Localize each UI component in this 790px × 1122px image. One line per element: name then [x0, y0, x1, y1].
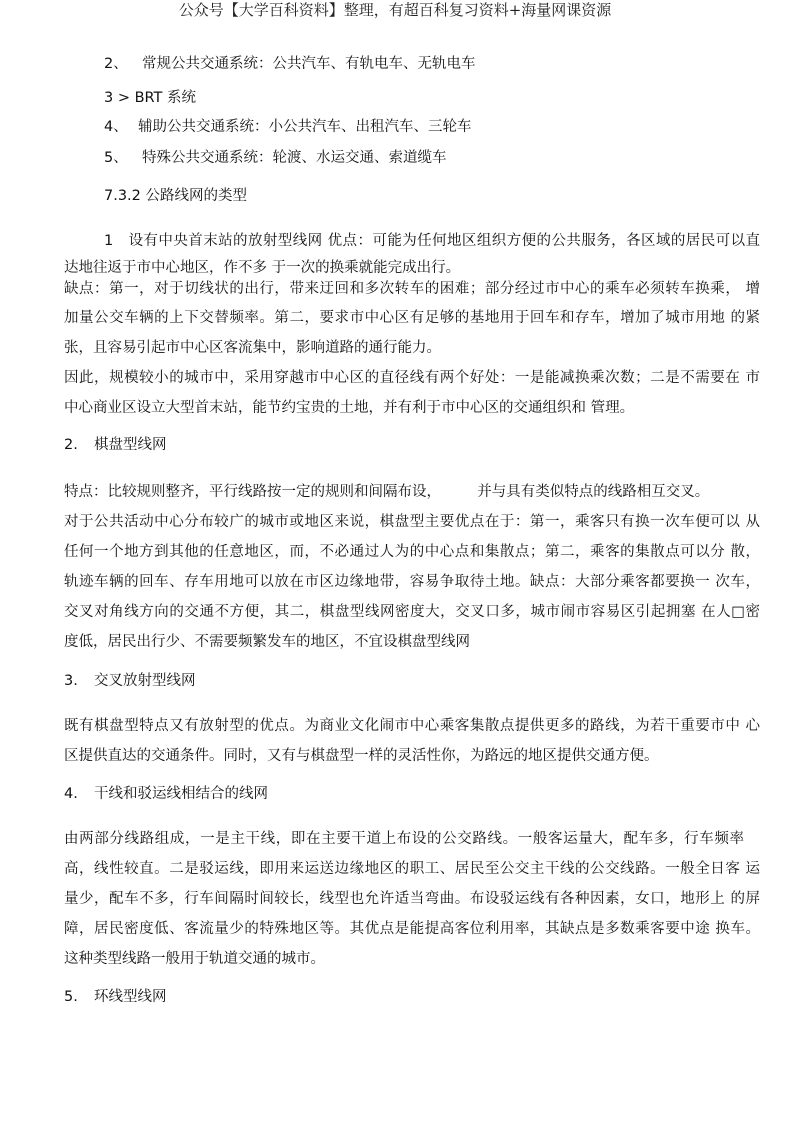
paragraph-line: 障，居民密度低、客流量少的特殊地区等。其优点是能提高客位利用率，其缺点是多数乘客要中途 换车。 — [64, 921, 760, 937]
paragraph-line: 既有棋盘型特点又有放射型的优点。为商业文化闹市中心乘客集散点提供更多的路线，为若干重要市中 心 — [64, 718, 760, 734]
heading-number: 3. — [64, 673, 78, 689]
paragraph-line: 区提供直达的交通条件。同时，又有与棋盘型一样的灵活性你，为路远的地区提供交通方便。 — [64, 748, 659, 764]
heading-number: 4. — [64, 786, 78, 802]
paragraph-line: 量少，配车不多，行车间隔时间较长，线型也允许适当弯曲。布设驳运线有各种因素，女口，地形上 的屏 — [64, 891, 760, 907]
paragraph-line: 这种类型线路一般用于轨道交通的城市。 — [64, 951, 325, 967]
heading-3 — [64, 671, 196, 691]
paragraph-line: 高，线性较直。二是驳运线，即用来运送边缘地区的职工、居民至公交主干线的公交线路。一般全日客 运 — [64, 861, 760, 877]
paragraph-line: 因此，规模较小的城市中，采用穿越市中心区的直径线有两个好处：一是能减换乘次数；二是不需要在 市 — [64, 370, 760, 386]
item-number: 5、 — [104, 150, 128, 166]
item-text: 常规公共交通系统：公共汽车、有轨电车、无轨电车 — [142, 56, 476, 72]
paragraph-line: 达地往返于市中心地区，作不多 于一次的换乘就能完成出行。 — [64, 260, 461, 276]
item-text: 特殊公共交通系统：轮渡、水运交通、索道缆车 — [142, 150, 447, 166]
heading-2 — [64, 435, 167, 455]
page-header: 公众号【大学百科资料】整理，有超百科复习资料+海量网课资源 — [178, 1, 612, 19]
paragraph-line: 1 设有中央首末站的放射型线网 优点：可能为任何地区组织方便的公共服务，各区域的居民可以直 — [104, 233, 760, 249]
list-item — [104, 117, 472, 137]
paragraph-line: 特点：比较规则整齐，平行线路按一定的规则和间隔布设， 并与具有类似特点的线路相互交叉。 — [64, 484, 710, 500]
heading-text: 棋盘型线网 — [94, 437, 167, 453]
heading-number: 2. — [64, 437, 78, 453]
paragraph-line: 中心商业区设立大型首末站，能节约宝贵的土地，并有利于市中心区的交通组织和 管理。 — [64, 400, 635, 416]
list-item — [104, 148, 447, 168]
paragraph-line: 缺点：第一，对于切线状的出行，带来迂回和多次转车的困难；部分经过市中心的乘车必须转车换乘， 增 — [64, 281, 760, 297]
item-number: 4、 — [104, 119, 128, 135]
paragraph-line: 任何一个地方到其他的任意地区，而，不必通过人为的中心点和集散点；第二，乘客的集散点可以分 散， — [64, 544, 760, 560]
paragraph-line: 加量公交车辆的上下交替频率。第二，要求市中心区有足够的基地用于回车和存车，增加了城市用地 的紧 — [64, 310, 760, 326]
paragraph-line: 张，且容易引起市中心区客流集中，影响道路的通行能力。 — [64, 340, 441, 356]
heading-text: 交叉放射型线网 — [94, 673, 196, 689]
heading-text: 干线和驳运线相结合的线网 — [94, 786, 268, 802]
paragraph-line: 交叉对角线方向的交通不方便，其二，棋盘型线网密度大，交叉口多，城市闹市容易区引起拥塞 在人□密 — [64, 604, 760, 620]
paragraph-line: 度低，居民出行少、不需要频繁发车的地区，不宜设棋盘型线网 — [64, 634, 470, 650]
item-text: 辅助公共交通系统：小公共汽车、出租汽车、三轮车 — [138, 119, 472, 135]
heading-5 — [64, 987, 167, 1007]
section-title: 7.3.2 公路线网的类型 — [104, 188, 248, 204]
item-number: 2、 — [104, 56, 128, 72]
paragraph-line: 对于公共活动中心分布较广的城市或地区来说，棋盘型主要优点在于：第一，乘客只有换一次车便可以 从 — [64, 514, 760, 530]
list-item — [104, 54, 476, 74]
heading-text: 环线型线网 — [94, 989, 167, 1005]
heading-number: 5. — [64, 989, 78, 1005]
paragraph-line: 轨迹车辆的回车、存车用地可以放在市区边缘地带，容易争取待土地。缺点：大部分乘客都要换一 次车， — [64, 574, 760, 590]
paragraph-line: 由两部分线路组成，一是主干线，即在主要干道上布设的公交路线。一般客运量大，配车多，行车频率 — [64, 831, 744, 847]
heading-4 — [64, 784, 268, 804]
list-item: 3 > BRT 系统 — [104, 90, 197, 106]
